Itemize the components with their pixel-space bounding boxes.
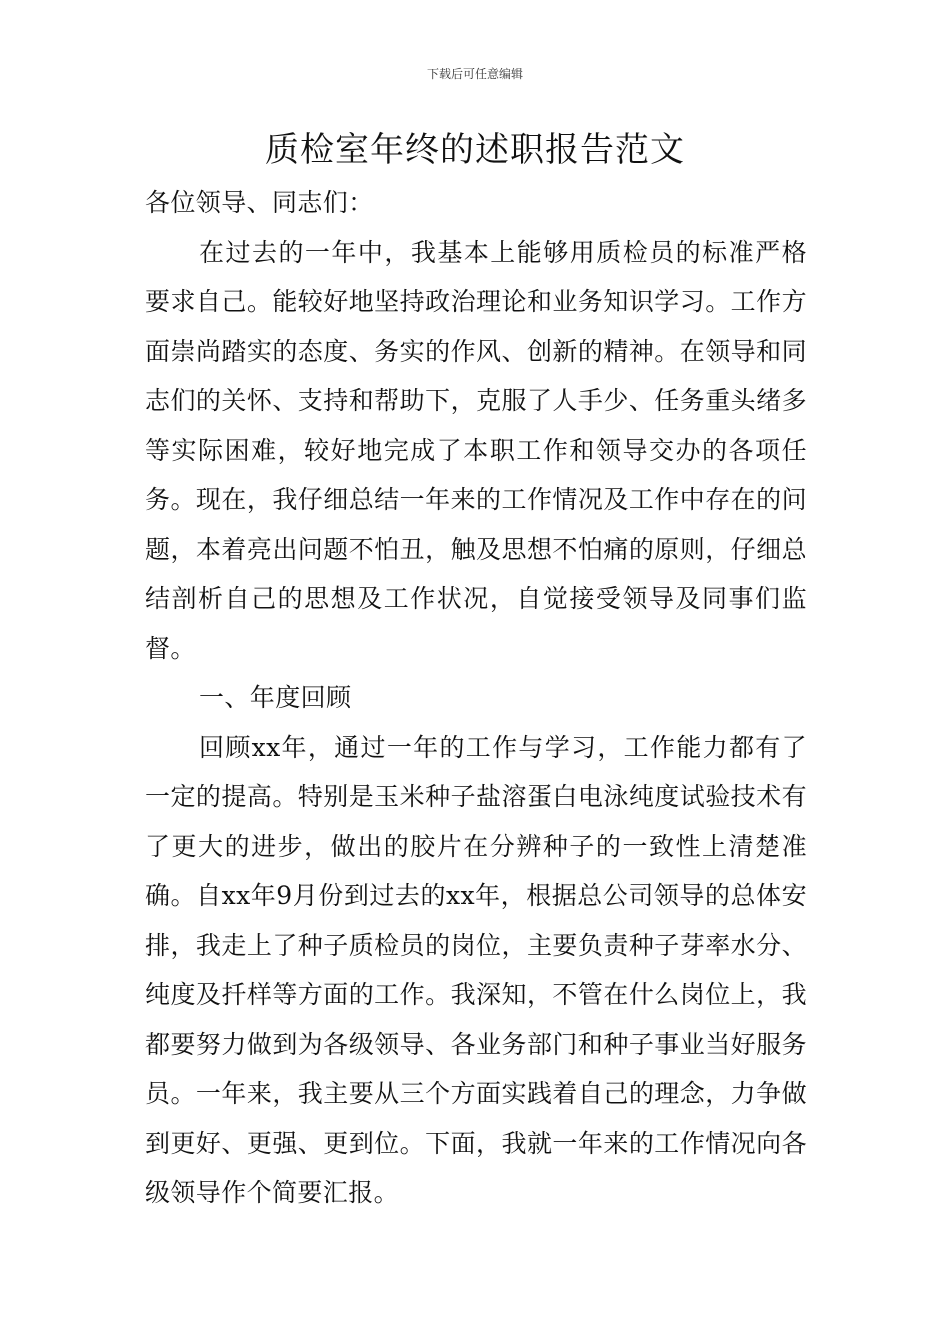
document-body — [145, 178, 807, 1218]
section-heading: 一、年度回顾 — [199, 683, 352, 712]
paragraph-intro: 在过去的一年中，我基本上能够用质检员的标准严格要求自己。能较好地坚持政治理论和业务知识学习。工作方面崇尚踏实的态度、务实的作风、创新的精神。在领导和同志们的关怀、支持和帮助下，克服了人手少、任务重头绪多等实际困难，较好地完成了本职工作和领导交办的各项任务。现在，我仔细总结一年来的工作情况及工作中存在的问题，本着亮出问题不怕丑，触及思想不怕痛的原则，仔细总结剖析自己的思想及工作状况，自觉接受领导及同事们监督。 — [145, 237, 807, 663]
salutation: 各位领导、同志们： — [145, 188, 374, 217]
document-title: 质检室年终的述职报告范文 — [265, 130, 685, 170]
paragraph-review: 回顾xx年，通过一年的工作与学习，工作能力都有了一定的提高。特别是玉米种子盐溶蛋白电泳纯度试验技术有了更大的进步，做出的胶片在分辨种子的一致性上清楚准确。自xx年9月份到过去的xx年，根据总公司领导的总体安排，我走上了种子质检员的岗位，主要负责种子芽率水分、纯度及扦样等方面的工作。我深知，不管在什么岗位上，我都要努力做到为各级领导、各业务部门和种子事业当好服务员。一年来，我主要从三个方面实践着自己的理念，力争做到更好、更强、更到位。下面，我就一年来的工作情况向各级领导作个简要汇报。 — [145, 732, 807, 1207]
header-note: 下载后可任意编辑 — [426, 67, 523, 81]
